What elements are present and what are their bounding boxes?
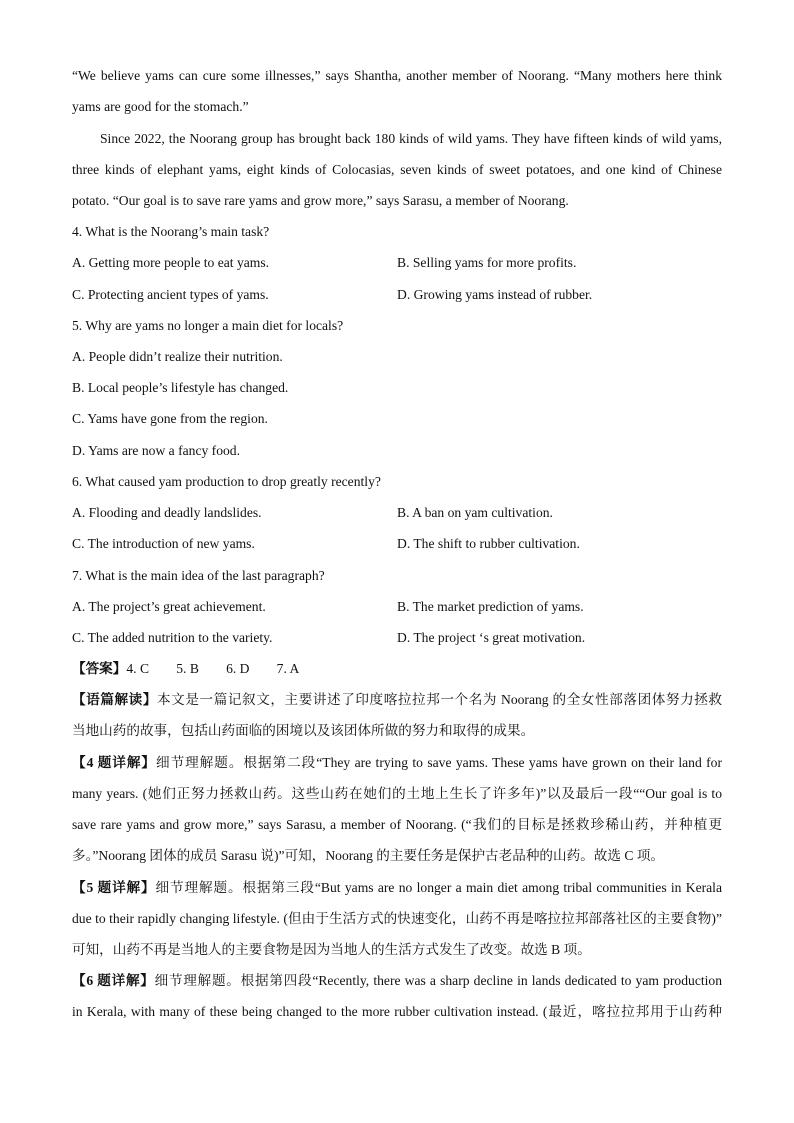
q5-explanation-line: due to their rapidly changing lifestyle. (但由于生活方式的快速变化，山药不再是喀拉拉邦部落社区的主要食物)” (72, 911, 722, 926)
q5-text: 细节理解题。根据第三段“But yams are no longer a main diet among tribal communities in Kerala (155, 880, 722, 895)
question-stem: 6. What caused yam production to drop greatly recently? (72, 474, 381, 489)
option-b: B. Local people’s lifestyle has changed. (72, 380, 289, 395)
passage-line: Since 2022, the Noorang group has brought back 180 kinds of wild yams. They have fifteen kinds of wild yams, (100, 131, 722, 146)
q4-label: 【4 题详解】 (72, 755, 157, 770)
option-d: D. The shift to rubber cultivation. (397, 536, 580, 551)
option-d: D. Yams are now a fancy food. (72, 443, 240, 458)
option-c: C. The added nutrition to the variety. (72, 630, 273, 645)
q6-text: 细节理解题。根据第四段“Recently, there was a sharp decline in lands dedicated to yam production (154, 973, 722, 988)
q6-label: 【6 题详解】 (72, 973, 155, 988)
q6-explanation-line (72, 972, 722, 990)
intro-label: 【语篇解读】 (72, 692, 158, 707)
q4-explanation-line (72, 754, 722, 772)
q5-explanation-line: 可知，山药不再是当地人的主要食物是因为当地人的生活方式发生了改变。故选 B 项。 (72, 942, 591, 957)
answer-line (72, 660, 722, 678)
q6-explanation-line: in Kerala, with many of these being changed to the more rubber cultivation instead. (最近，喀拉拉邦用于山药种 (72, 1004, 722, 1019)
option-a: A. Getting more people to eat yams. (72, 255, 270, 270)
q4-explanation-line: many years. (她们正努力拯救山药。这些山药在她们的土地上生长了许多年)”以及最后一段““Our goal is to (72, 786, 722, 801)
question-stem: 5. Why are yams no longer a main diet for locals? (72, 318, 344, 333)
option-c: C. Protecting ancient types of yams. (72, 287, 269, 302)
passage-line: “We believe yams can cure some illnesses,” says Shantha, another member of Noorang. “Many mothers here think (72, 68, 722, 83)
option-b: B. The market prediction of yams. (397, 599, 584, 614)
option-a: A. People didn’t realize their nutrition. (72, 349, 283, 364)
intro-text: 本文是一篇记叙文，主要讲述了印度喀拉拉邦一个名为 Noorang 的全女性部落团体努力拯救 (157, 692, 723, 707)
intro-line: 当地山药的故事，包括山药面临的困境以及该团体所做的努力和取得的成果。 (72, 723, 535, 738)
q5-label: 【5 题详解】 (72, 880, 156, 895)
passage-line: yams are good for the stomach.” (72, 99, 249, 114)
intro-line (72, 691, 722, 709)
passage-line: potato. “Our goal is to save rare yams and grow more,” says Sarasu, a member of Noorang. (72, 193, 569, 208)
q4-explanation-line: 多。”Noorang 团体的成员 Sarasu 说)”可知，Noorang 的主要任务是保护古老品种的山药。故选 C 项。 (72, 848, 665, 863)
option-d: D. Growing yams instead of rubber. (397, 287, 593, 302)
option-c: C. Yams have gone from the region. (72, 411, 268, 426)
option-d: D. The project ‘s great motivation. (397, 630, 586, 645)
option-a: A. Flooding and deadly landslides. (72, 505, 262, 520)
option-b: B. A ban on yam cultivation. (397, 505, 553, 520)
option-c: C. The introduction of new yams. (72, 536, 255, 551)
q4-explanation-line: save rare yams and grow more,” says Sarasu, a member of Noorang. (“我们的目标是拯救珍稀山药，并种植更 (72, 817, 722, 832)
answer-text: 4. C 5. B 6. D 7. A (126, 661, 300, 676)
option-b: B. Selling yams for more profits. (397, 255, 577, 270)
question-stem: 7. What is the main idea of the last paragraph? (72, 568, 325, 583)
passage-line: three kinds of elephant yams, eight kinds of Colocasias, seven kinds of sweet potatoes, and one kind of Chinese (72, 162, 722, 177)
question-stem: 4. What is the Noorang’s main task? (72, 224, 270, 239)
q4-text: 细节理解题。根据第二段“They are trying to save yams. These yams have grown on their land for (156, 755, 722, 770)
q5-explanation-line (72, 879, 722, 897)
answer-label: 【答案】 (72, 661, 127, 676)
option-a: A. The project’s great achievement. (72, 599, 266, 614)
